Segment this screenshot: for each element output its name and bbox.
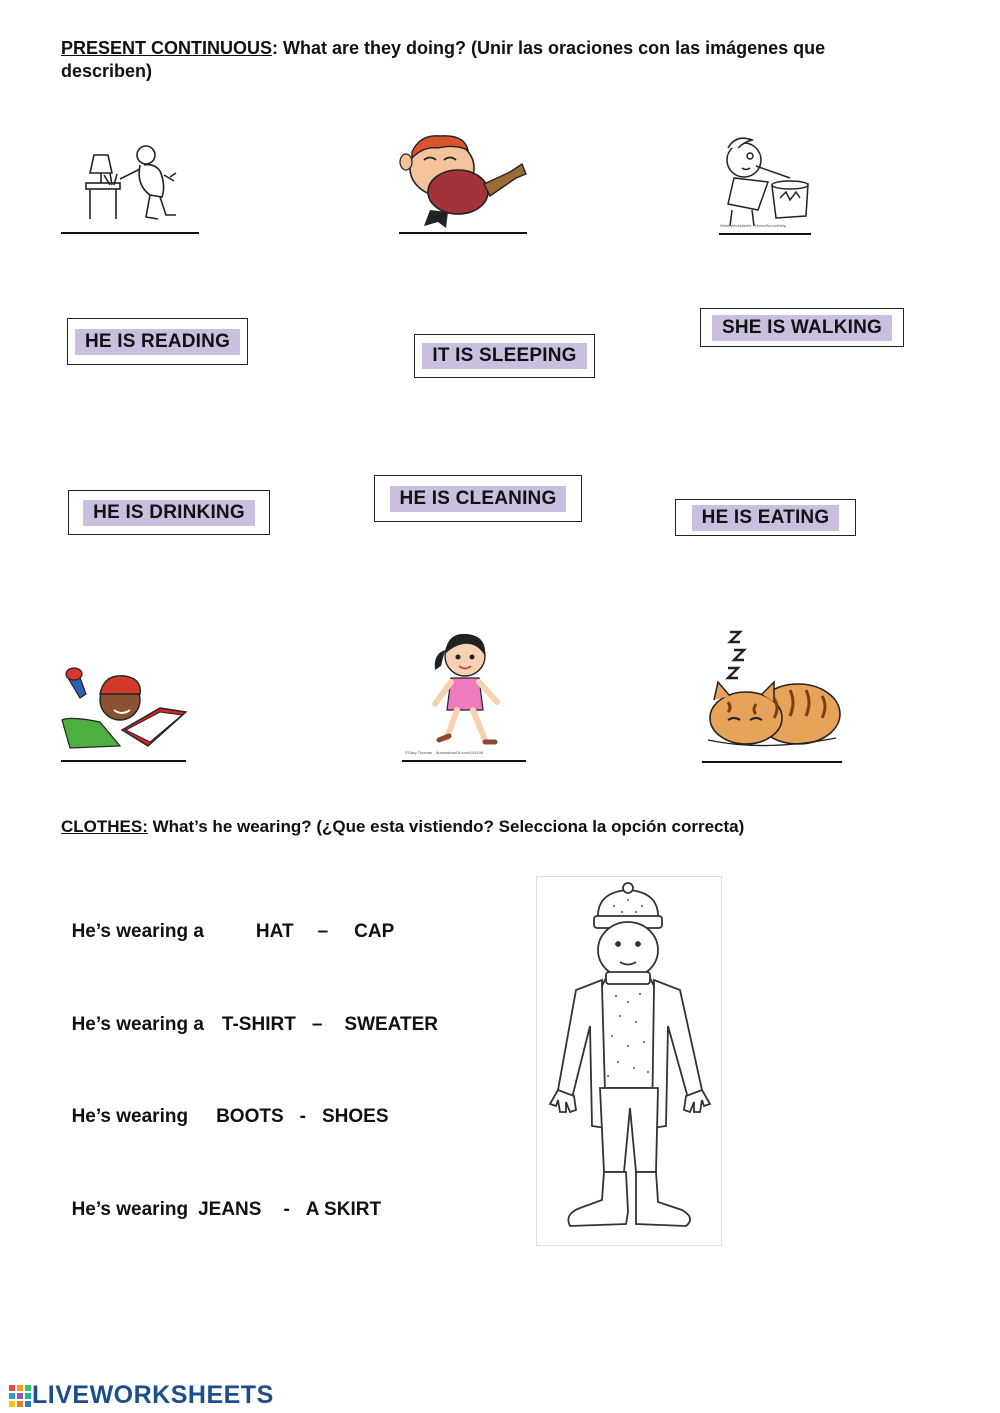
question-row: [61, 992, 438, 1036]
drinking-image: [718, 132, 814, 230]
reading-image: [60, 660, 188, 760]
cleaning-image: [80, 135, 190, 225]
answer-box-reading[interactable]: [67, 318, 248, 365]
eating-image: [398, 128, 528, 230]
answer-line-drinking[interactable]: [719, 233, 811, 235]
answer-label[interactable]: HE IS READING: [75, 329, 240, 355]
sleeping-image: [704, 628, 844, 758]
answer-line-walking[interactable]: [402, 760, 526, 762]
section2-heading: CLOTHES:: [61, 817, 148, 836]
question-prefix: He’s wearing: [71, 1106, 189, 1127]
option-separator: –: [317, 921, 329, 942]
section1-instruction-cont: describen): [61, 61, 153, 81]
answer-label[interactable]: SHE IS WALKING: [712, 315, 892, 341]
option-sweater[interactable]: SWEATER: [344, 1014, 438, 1035]
option-separator: -: [299, 1106, 306, 1127]
question-row: [61, 1177, 381, 1221]
option-jeans[interactable]: JEANS: [198, 1199, 262, 1220]
answer-label[interactable]: IT IS SLEEPING: [422, 343, 586, 369]
boy-clothes-image: [536, 876, 722, 1246]
option-t-shirt[interactable]: T-SHIRT: [221, 1014, 296, 1035]
answer-label[interactable]: HE IS EATING: [692, 505, 840, 531]
question-row: [61, 899, 394, 943]
answer-line-reading[interactable]: [61, 760, 186, 762]
option-a-skirt[interactable]: A SKIRT: [305, 1199, 382, 1220]
liveworksheets-icon: [8, 1384, 32, 1408]
option-hat[interactable]: HAT: [255, 921, 294, 942]
question-prefix: He’s wearing: [71, 1199, 189, 1220]
walking-image: [405, 630, 517, 756]
question-row: [61, 1084, 389, 1128]
answer-label[interactable]: HE IS CLEANING: [390, 486, 567, 512]
drinking-credit: Whet Worksheets · HomeSchoolHelp: [720, 223, 787, 228]
option-separator: -: [283, 1199, 290, 1220]
section2-instruction: What’s he wearing? (¿Que esta vistiendo? Selecciona la opción correcta): [147, 817, 745, 836]
answer-box-walking[interactable]: [700, 308, 904, 347]
answer-line-sleeping[interactable]: [702, 761, 842, 763]
section1-title: [61, 37, 941, 83]
section1-instruction: : What are they doing? (Unir las oraciones con las imágenes que: [272, 38, 826, 58]
question-prefix: He’s wearing a: [71, 921, 204, 942]
option-boots[interactable]: BOOTS: [216, 1106, 284, 1127]
answer-box-drinking[interactable]: [68, 490, 270, 535]
question-prefix: He’s wearing a: [71, 1014, 204, 1035]
brand-name: LIVEWORKSHEETS: [32, 1381, 274, 1409]
answer-box-sleeping[interactable]: [414, 334, 595, 378]
walking-credit: ©Gary Thomas · IllustrationsOf.com/104106: [405, 750, 484, 755]
section1-heading: PRESENT CONTINUOUS: [61, 38, 273, 58]
section2-title: [61, 815, 744, 838]
answer-line-eating[interactable]: [399, 232, 527, 234]
option-separator: –: [311, 1014, 323, 1035]
answer-line-cleaning[interactable]: [61, 232, 199, 234]
option-cap[interactable]: CAP: [354, 921, 395, 942]
answer-box-cleaning[interactable]: [374, 475, 582, 522]
option-shoes[interactable]: SHOES: [321, 1106, 389, 1127]
answer-label[interactable]: HE IS DRINKING: [83, 500, 255, 526]
brand-logo[interactable]: [8, 1381, 274, 1410]
answer-box-eating[interactable]: [675, 499, 856, 536]
